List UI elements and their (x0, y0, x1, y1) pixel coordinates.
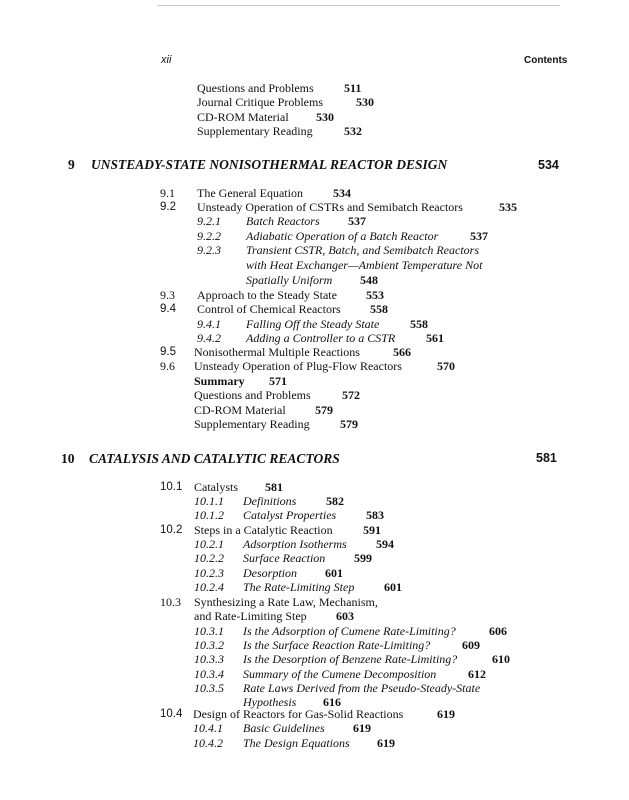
subsection-title: Adsorption Isotherms (243, 537, 347, 551)
subsection-number: 10.2.3 (194, 566, 224, 580)
section-title: Control of Chemical Reactors (197, 302, 341, 316)
subsection-number: 10.3.1 (194, 624, 224, 638)
subsection-title: The Rate-Limiting Step (243, 580, 355, 594)
section-title: Nonisothermal Multiple Reactions (194, 345, 360, 359)
subsection-page: 594 (376, 537, 394, 551)
subsection-number: 10.3.2 (194, 638, 224, 652)
toc-page: 532 (344, 124, 362, 138)
subsection-number: 9.4.2 (197, 331, 221, 345)
summary-page: 571 (269, 374, 287, 388)
section-title: Steps in a Catalytic Reaction (194, 523, 333, 537)
subsection-number: 9.2.1 (197, 214, 221, 228)
section-page: 603 (336, 609, 354, 623)
subsection-title: The Design Equations (243, 736, 350, 750)
section-title: Design of Reactors for Gas-Solid Reactions (193, 707, 404, 721)
section-title: Unsteady Operation of CSTRs and Semibatch Reactors (197, 200, 463, 214)
subsection-page: 619 (377, 736, 395, 750)
section-page: 581 (265, 480, 283, 494)
subsection-page: 619 (353, 721, 371, 735)
subsection-title: Adiabatic Operation of a Batch Reactor (246, 229, 439, 243)
section-page: 570 (437, 359, 455, 373)
section-page: 535 (499, 200, 517, 214)
section-number: 9.3 (160, 288, 175, 302)
subsection-title: Is the Desorption of Benzene Rate-Limiting? (243, 652, 458, 666)
section-number: 10.3 (160, 595, 181, 609)
section-number: 9.5 (160, 346, 176, 358)
section-title: and Rate-Limiting Step (194, 609, 307, 623)
toc-page: 511 (344, 81, 362, 95)
summary-entry: Summary (194, 374, 245, 388)
toc-entry: Questions and Problems (197, 81, 314, 95)
subsection-page: 612 (468, 667, 486, 681)
subsection-title: Falling Off the Steady State (246, 317, 380, 331)
subsection-number: 9.2.2 (197, 229, 221, 243)
toc-page: 572 (342, 388, 360, 402)
subsection-title: Spatially Uniform (246, 273, 333, 287)
toc-entry: Supplementary Reading (194, 417, 310, 431)
toc-entry: CD-ROM Material (197, 110, 289, 124)
subsection-number: 9.2.3 (197, 243, 221, 257)
subsection-title: Desorption (243, 566, 297, 580)
subsection-title: Surface Reaction (243, 551, 326, 565)
top-rule (157, 5, 560, 6)
toc-entry: CD-ROM Material (194, 403, 286, 417)
section-number: 9.1 (160, 186, 175, 200)
subsection-number: 10.3.5 (194, 681, 224, 695)
subsection-page: 583 (366, 508, 384, 522)
section-title: Synthesizing a Rate Law, Mechanism, (194, 595, 378, 609)
subsection-title: Batch Reactors (246, 214, 320, 228)
chapter-title: CATALYSIS AND CATALYTIC REACTORS (89, 451, 340, 466)
section-page: 553 (366, 288, 384, 302)
page-number: xii (161, 54, 172, 66)
subsection-title: Rate Laws Derived from the Pseudo-Steady-State (243, 681, 481, 695)
toc-page: 579 (340, 417, 358, 431)
subsection-number: 10.1.1 (194, 494, 224, 508)
subsection-number: 10.2.1 (194, 537, 224, 551)
subsection-title: Is the Surface Reaction Rate-Limiting? (243, 638, 431, 652)
subsection-title: Basic Guidelines (243, 721, 325, 735)
subsection-page: 601 (325, 566, 343, 580)
section-page: 534 (333, 186, 351, 200)
subsection-title: Hypothesis (243, 695, 297, 709)
section-page: 558 (370, 302, 388, 316)
section-title: Catalysts (194, 480, 238, 494)
section-title: Unsteady Operation of Plug-Flow Reactors (194, 359, 402, 373)
subsection-page: 582 (326, 494, 344, 508)
section-number: 9.4 (160, 303, 176, 315)
section-number: 10.1 (160, 481, 183, 493)
section-page: 566 (393, 345, 411, 359)
subsection-title: Is the Adsorption of Cumene Rate-Limiting? (243, 624, 456, 638)
toc-entry: Questions and Problems (194, 388, 311, 402)
chapter-page: 581 (536, 451, 557, 465)
running-header: Contents (524, 55, 568, 66)
subsection-page: 606 (489, 624, 507, 638)
subsection-number: 10.3.4 (194, 667, 224, 681)
section-number: 10.2 (160, 524, 183, 536)
section-page: 619 (437, 707, 455, 721)
section-title: The General Equation (197, 186, 303, 200)
subsection-number: 10.2.4 (194, 580, 224, 594)
subsection-page: 610 (492, 652, 510, 666)
subsection-page: 599 (354, 551, 372, 565)
subsection-number: 10.1.2 (194, 508, 224, 522)
subsection-title: Transient CSTR, Batch, and Semibatch Reactors (246, 243, 479, 257)
subsection-page: 601 (384, 580, 402, 594)
toc-entry: Supplementary Reading (197, 124, 313, 138)
subsection-page: 561 (426, 331, 444, 345)
subsection-page: 537 (470, 229, 488, 243)
chapter-title: UNSTEADY-STATE NONISOTHERMAL REACTOR DESIGN (91, 157, 448, 172)
subsection-title: Definitions (243, 494, 297, 508)
subsection-number: 10.4.1 (193, 721, 223, 735)
section-number: 9.2 (160, 201, 176, 213)
subsection-page: 616 (323, 695, 341, 709)
chapter-number: 9 (68, 157, 75, 172)
subsection-page: 537 (348, 214, 366, 228)
subsection-page: 548 (360, 273, 378, 287)
toc-page: 579 (315, 403, 333, 417)
toc-page: 530 (356, 95, 374, 109)
subsection-title: Catalyst Properties (243, 508, 337, 522)
chapter-page: 534 (538, 158, 559, 172)
subsection-number: 10.3.3 (194, 652, 224, 666)
toc-page: 530 (316, 110, 334, 124)
subsection-number: 10.4.2 (193, 736, 223, 750)
subsection-number: 9.4.1 (197, 317, 221, 331)
subsection-page: 558 (410, 317, 428, 331)
subsection-title: Summary of the Cumene Decomposition (243, 667, 437, 681)
section-number: 10.4 (160, 708, 183, 720)
chapter-number: 10 (61, 451, 75, 466)
section-page: 591 (363, 523, 381, 537)
section-number: 9.6 (160, 359, 175, 373)
toc-entry: Journal Critique Problems (197, 95, 323, 109)
subsection-page: 609 (462, 638, 480, 652)
subsection-number: 10.2.2 (194, 551, 224, 565)
subsection-title: Adding a Controller to a CSTR (246, 331, 396, 345)
section-title: Approach to the Steady State (197, 288, 337, 302)
subsection-title: with Heat Exchanger—Ambient Temperature Not (246, 258, 483, 272)
